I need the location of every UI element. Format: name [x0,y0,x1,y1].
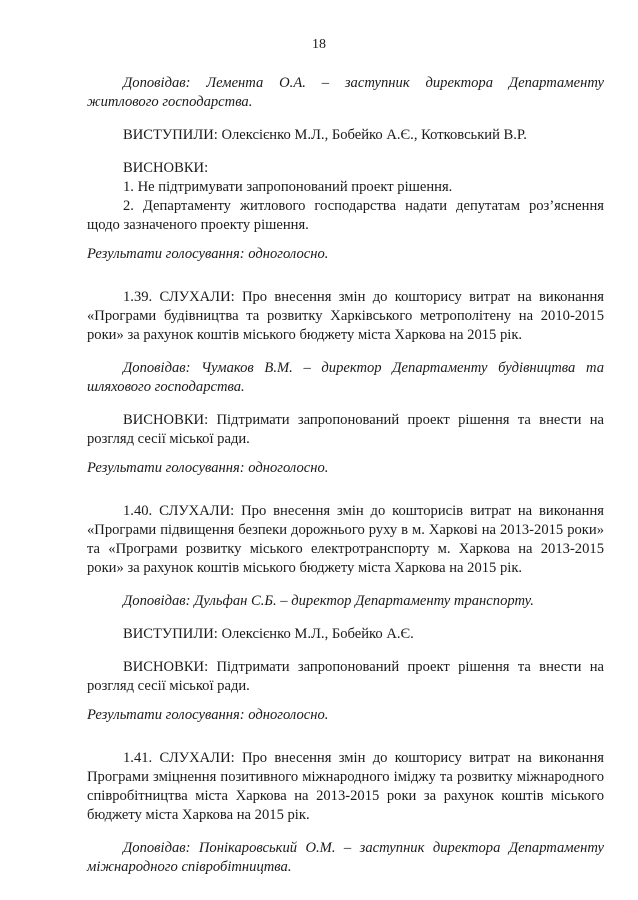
paragraph: 1.39. СЛУХАЛИ: Про внесення змін до кошторису витрат на виконання «Програми будівництва та розвитку Харківського метрополітену на 2010-2015 роки» за рахунок коштів міського бюджету міста Харкова на 2015 рік. [87,289,604,343]
paragraph: 2. Департаменту житлового господарства надати депутатам роз’яснення щодо зазначеного проекту рішення. [87,198,604,233]
paragraph: ВИСНОВКИ: Підтримати запропонований проект рішення та внести на розгляд сесії міської ради. [87,412,604,447]
paragraph: 1. Не підтримувати запропонований проект рішення. [123,179,453,195]
paragraph: Результати голосування: одноголосно. [87,246,329,262]
paragraph: ВИСТУПИЛИ: Олексієнко М.Л., Бобейко А.Є., Котковський В.Р. [123,127,527,143]
document-body [87,74,604,877]
paragraph: ВИСНОВКИ: Підтримати запропонований проект рішення та внести на розгляд сесії міської ради. [87,659,604,694]
paragraph: Доповідав: Понікаровський О.М. – заступник директора Департаменту міжнародного співробітництва. [87,840,604,875]
paragraph: Доповідав: Дульфан С.Б. – директор Департаменту транспорту. [123,593,534,609]
page-number: 18 [312,37,326,52]
paragraph: ВИСТУПИЛИ: Олексієнко М.Л., Бобейко А.Є. [123,626,414,642]
paragraph: 1.40. СЛУХАЛИ: Про внесення змін до кошторисів витрат на виконання «Програми підвищення безпеки дорожнього руху в м. Харкові на 2013-2015 роки» та «Програми розвитку міського електротранспорту м. Харкова на 2013-2015 роки» за рахунок коштів міського бюджету міста Харкова на 2015 рік. [87,503,604,576]
paragraph: ВИСНОВКИ: [123,160,209,176]
paragraph: Результати голосування: одноголосно. [87,460,329,476]
paragraph: Результати голосування: одноголосно. [87,707,329,723]
paragraph: Доповідав: Чумаков В.М. – директор Департаменту будівництва та шляхового господарства. [87,360,604,395]
paragraph: 1.41. СЛУХАЛИ: Про внесення змін до кошторису витрат на виконання Програми зміцнення позитивного міжнародного іміджу та розвитку міжнародного співробітництва міста Харкова на 2013-2015 роки за рахунок коштів міського бюджету міста Харкова на 2015 рік. [87,750,604,823]
paragraph: Доповідав: Лемента О.А. – заступник директора Департаменту житлового господарства. [87,75,604,110]
